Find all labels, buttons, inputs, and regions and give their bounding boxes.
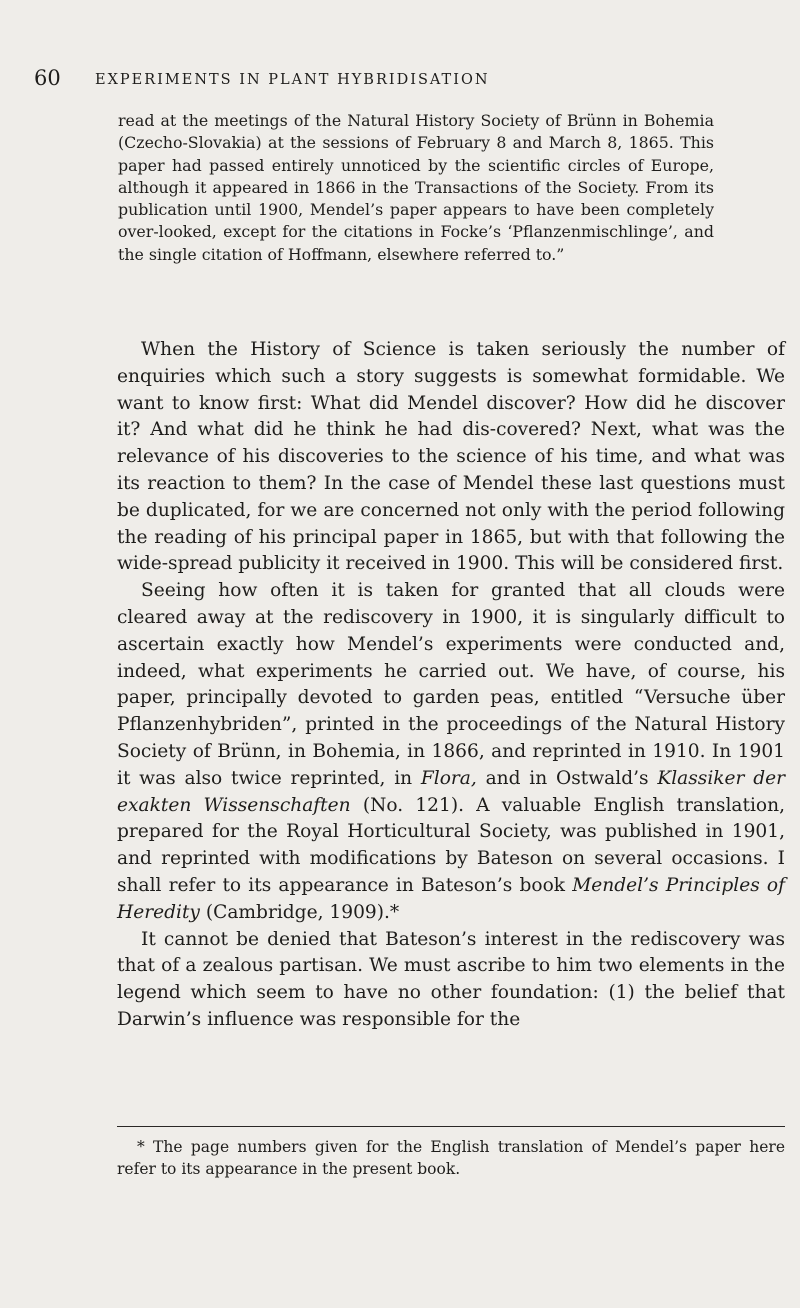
paragraph-2-text-1: Seeing how often it is taken for granted that all clouds were cleared away at the rediscovery in 1900, it is singularly difficult to ascertain exactly how Mendel’s experiments were conducted and, indeed, what experiments he carried out. We have, of course, his paper, principally devoted to garden peas, entitled “Versuche über Pflanzenhybriden”, printed in the proceedings of the Natural History Society of Brünn, in Bohemia, in 1866, and reprinted in 1910. In 1901 it was also twice reprinted, in (117, 580, 785, 789)
paragraph-2-text-3: (No. 121). A valuable English translation, prepared for the Royal Horticultural Society, was published in 1901, and reprinted with modifications by Bateson on several occasions. I shall refer to its appearance in Bateson’s book (117, 794, 785, 896)
paragraph-3: It cannot be denied that Bateson’s interest in the rediscovery was that of a zealous partisan. We must ascribe to him two elements in the legend which seem to have no other foundation: (1) the belief that Darwin’s influence was responsible for the (117, 928, 785, 1030)
footnote (117, 1136, 785, 1180)
body-text (117, 337, 785, 1034)
block-quote (118, 110, 714, 266)
italic-title-flora: Flora, (420, 767, 477, 789)
paragraph-2-text-4: (Cambridge, 1909).* (199, 901, 400, 923)
footnote-divider (117, 1126, 785, 1127)
footnote-text: * The page numbers given for the English translation of Mendel’s paper here refer to its appearance in the present book. (117, 1138, 785, 1178)
page-header (0, 66, 800, 96)
paragraph-2-text-2: and in Ostwald’s (476, 767, 658, 789)
running-title: EXPERIMENTS IN PLANT HYBRIDISATION (95, 72, 490, 88)
quote-paragraph: read at the meetings of the Natural History Society of Brünn in Bohemia (Czecho-Slovakia) at the sessions of February 8 and March 8, 1865. This paper had passed entirely unnoticed by the scientific circles of Europe, although it appeared in 1866 in the Transactions of the Society. From its publication until 1900, Mendel’s paper appears to have been completely over-looked, except for the citations in Focke’s ‘Pflanzenmischlinge’, and the single citation of Hoffmann, elsewhere referred to.” (118, 111, 714, 264)
page-number: 60 (34, 66, 61, 90)
paragraph-2 (117, 578, 785, 926)
italic-title-klassiker: Klassiker der exakten Wissenschaften (117, 767, 785, 816)
italic-title-principles: Mendel’s Principles of Heredity (117, 874, 785, 923)
paragraph-1: When the History of Science is taken seriously the number of enquiries which such a story suggests is somewhat formidable. We want to know first: What did Mendel discover? How did he discover it? And what did he think he had dis-covered? Next, what was the relevance of his discoveries to the science of his time, and what was its reaction to them? In the case of Mendel these last questions must be duplicated, for we are concerned not only with the period following the reading of his principal paper in 1865, but with that following the wide-spread publicity it received in 1900. This will be considered first. (117, 339, 785, 575)
